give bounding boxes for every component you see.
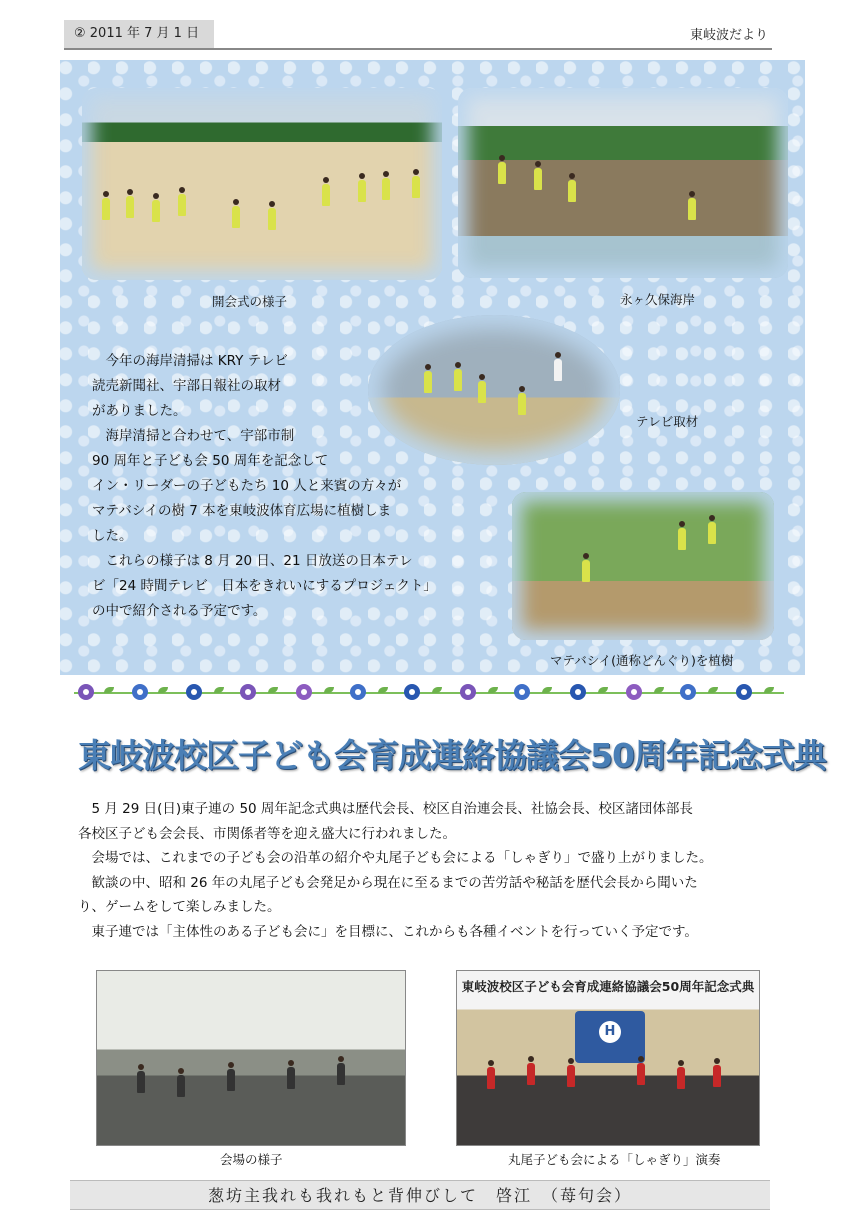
flower-icon (296, 684, 312, 700)
stage-caption: 丸尾子ども会による「しゃぎり」演奏 (508, 1152, 721, 1167)
person-figure (678, 528, 686, 550)
person-figure (227, 1069, 235, 1091)
newsletter-name: 東岐波だより (689, 28, 768, 43)
flower-icon (570, 684, 586, 700)
person-figure (527, 1063, 535, 1085)
person-figure (412, 176, 420, 198)
person-figure (518, 393, 526, 415)
person-figure (582, 560, 590, 582)
stage-photo (456, 970, 760, 1146)
hall-photo (96, 970, 406, 1146)
person-figure (102, 198, 110, 220)
haiku-footer: 葱坊主我れも我れもと背伸びして 啓江 （苺句会） (70, 1180, 770, 1210)
person-figure (232, 206, 240, 228)
person-figure (534, 168, 542, 190)
person-figure (713, 1065, 721, 1087)
beach-photo (458, 88, 788, 278)
flower-icon (132, 684, 148, 700)
person-figure (677, 1067, 685, 1089)
hall-caption: 会場の様子 (220, 1152, 283, 1167)
article-anniversary: 5 月 29 日(日)東子連の 50 周年記念式典は歴代会長、校区自治連会長、社協会長、校区諸団体部長 各校区子ども会会長、市関係者等を迎え盛大に行われました。 会場では、これまでの子ども会の沿革の紹介や丸尾子ども会による「しゃぎり」で盛り上がりました。 歓談の中、昭和 26 年の丸尾子ども会発足から現在に至るまでの苦労話や秘話を歴代会長から聞いた り、ゲームをして楽しみました。 東子連では「主体性のある子ども会に」を目標に、これからも各種イベントを行っていく予定です。 (78, 801, 713, 940)
flower-icon (186, 684, 202, 700)
vine-stem (74, 692, 784, 694)
page-date-tab: ② 2011 年 7 月 1 日 (64, 20, 214, 48)
person-figure (322, 184, 330, 206)
person-figure (554, 359, 562, 381)
tree-planting-photo (512, 492, 774, 640)
person-figure (487, 1067, 495, 1089)
flower-icon (404, 684, 420, 700)
flower-icon (350, 684, 366, 700)
person-figure (568, 180, 576, 202)
person-figure (454, 369, 462, 391)
person-figure (178, 194, 186, 216)
person-figure (137, 1071, 145, 1093)
beach-caption: 永ヶ久保海岸 (620, 292, 696, 307)
person-figure (358, 180, 366, 202)
tree-caption: マテバシイ(通称どんぐり)を植樹 (550, 653, 734, 668)
flower-icon (460, 684, 476, 700)
person-figure (478, 381, 486, 403)
person-figure (498, 162, 506, 184)
morning-glory-divider (74, 682, 784, 704)
person-figure (382, 178, 390, 200)
person-figure (567, 1065, 575, 1087)
stage-banner: 東岐波校区子ども会育成連絡協議会50周年記念式典 (461, 979, 755, 994)
ceremony-photo (82, 88, 442, 280)
person-figure (152, 200, 160, 222)
flower-icon (514, 684, 530, 700)
person-figure (637, 1063, 645, 1085)
header-rule (64, 48, 772, 50)
tv-caption: テレビ取材 (636, 414, 699, 429)
person-figure (708, 522, 716, 544)
person-figure (126, 196, 134, 218)
ceremony-caption: 開会式の様子 (212, 294, 288, 309)
person-figure (177, 1075, 185, 1097)
article-beach-cleanup: 今年の海岸清掃は KRY テレビ 読売新聞社、宇部日報社の取材 がありました。 海岸清掃と合わせて、宇部市制 90 周年と子ども会 50 周年を記念して イン・リーダーの子どもたち 10 人と来賓の方々が マテバシイの樹 7 本を東岐波体育広場に植樹しま した。 これらの様子は 8 月 20 日、21 日放送の日本テレ ビ「24 時間テレビ 日本をきれいにするプロジェクト」 の中で紹介される予定です。 (92, 353, 437, 619)
anniversary-title: 東岐波校区子ども会育成連絡協議会50周年記念式典 (78, 736, 826, 775)
emblem-icon (575, 1011, 645, 1063)
flower-icon (680, 684, 696, 700)
person-figure (337, 1063, 345, 1085)
person-figure (287, 1067, 295, 1089)
flower-icon (240, 684, 256, 700)
flower-icon (626, 684, 642, 700)
person-figure (268, 208, 276, 230)
flower-icon (736, 684, 752, 700)
person-figure (688, 198, 696, 220)
flower-icon (78, 684, 94, 700)
